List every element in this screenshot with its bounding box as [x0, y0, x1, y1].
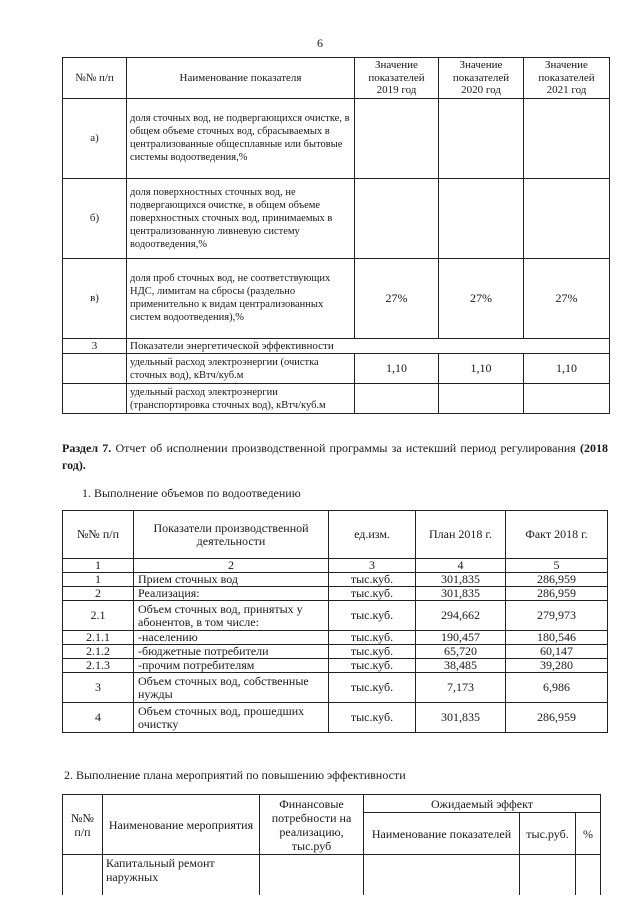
row-num: а) — [63, 98, 127, 178]
row-plan: 65,720 — [416, 645, 506, 659]
row-num: 2.1.3 — [63, 659, 134, 673]
table-row — [63, 98, 610, 178]
header-indicators: Наименование показателей — [364, 813, 520, 855]
row-num — [63, 855, 103, 895]
header-num: №№ п/п — [63, 58, 127, 99]
row-plan: 301,835 — [416, 573, 506, 587]
section-row — [63, 338, 610, 354]
row-plan: 7,173 — [416, 673, 506, 703]
header-2020: Значение показателей 2020 год — [439, 58, 524, 99]
value-2021 — [524, 98, 610, 178]
row-plan: 294,662 — [416, 601, 506, 631]
index-cell: 4 — [416, 559, 506, 573]
value-2019: 27% — [355, 258, 439, 338]
row-name: Объем сточных вод, собственные нужды — [134, 673, 329, 703]
value-2019 — [355, 384, 439, 414]
header-name: Показатели производственной деятельности — [134, 511, 329, 559]
measures-table — [62, 794, 601, 895]
row-unit: тыс.куб. — [329, 645, 416, 659]
page-number: 6 — [317, 36, 323, 50]
row-num: 2.1.1 — [63, 631, 134, 645]
row-finance — [260, 855, 364, 895]
index-row — [63, 559, 608, 573]
row-plan: 301,835 — [416, 703, 506, 733]
volumes-table — [62, 510, 608, 733]
row-num: 2.1.2 — [63, 645, 134, 659]
row-num: б) — [63, 178, 127, 258]
indicators-table — [62, 57, 610, 414]
row-num: 1 — [63, 573, 134, 587]
header-2019: Значение показателей 2019 год — [355, 58, 439, 99]
header-name: Наименование мероприятия — [103, 795, 260, 855]
value-2021 — [524, 384, 610, 414]
section-year: (2018 год). — [62, 441, 609, 472]
header-rub: тыс.руб. — [520, 813, 576, 855]
header-effect: Ожидаемый эффект — [364, 795, 601, 813]
table-header-row — [63, 511, 608, 559]
table-row — [63, 659, 608, 673]
value-2020 — [439, 98, 524, 178]
row-fact: 180,546 — [506, 631, 608, 645]
value-2021 — [524, 178, 610, 258]
row-unit: тыс.куб. — [329, 587, 416, 601]
row-num: в) — [63, 258, 127, 338]
row-name: Реализация: — [134, 587, 329, 601]
header-num: №№ п/п — [63, 795, 103, 855]
value-2020 — [439, 178, 524, 258]
index-cell: 5 — [506, 559, 608, 573]
value-2021: 27% — [524, 258, 610, 338]
subsection-2-title: 2. Выполнение плана мероприятий по повышению эффективности — [64, 768, 406, 782]
row-name: доля сточных вод, не подвергающихся очистке, в общем объеме сточных вод, сбрасываемых в централизованные общесплавные или бытовые системы водоотведения,% — [127, 98, 355, 178]
index-cell: 3 — [329, 559, 416, 573]
row-fact: 60,147 — [506, 645, 608, 659]
table-header-row — [63, 795, 601, 813]
table-row — [63, 673, 608, 703]
row-fact: 279,973 — [506, 601, 608, 631]
table-row — [63, 601, 608, 631]
header-name: Наименование показателя — [127, 58, 355, 99]
row-pct — [576, 855, 601, 895]
table-row — [63, 178, 610, 258]
table-row — [63, 587, 608, 601]
table-row — [63, 631, 608, 645]
row-name: доля поверхностных сточных вод, не подвергающихся очистке, в общем объеме поверхностных сточных вод, принимаемых в централизованную ливневую систему водоотведения,% — [127, 178, 355, 258]
section-label: Раздел 7. — [62, 441, 112, 455]
row-indicators — [364, 855, 520, 895]
table-row — [63, 384, 610, 414]
section-name: Показатели энергетической эффективности — [127, 338, 610, 354]
row-name: Капитальный ремонт наружных — [103, 855, 260, 895]
row-name: -населению — [134, 631, 329, 645]
row-fact: 286,959 — [506, 587, 608, 601]
row-plan: 301,835 — [416, 587, 506, 601]
subsection-1-title: 1. Выполнение объемов по водоотведению — [82, 486, 301, 500]
index-cell: 2 — [134, 559, 329, 573]
row-num — [63, 384, 127, 414]
header-fact: Факт 2018 г. — [506, 511, 608, 559]
header-plan: План 2018 г. — [416, 511, 506, 559]
row-name: Объем сточных вод, принятых у абонентов, в том числе: — [134, 601, 329, 631]
section-text: Отчет об исполнении производственной программы за истекший период регулирования — [115, 441, 576, 455]
table-row — [63, 855, 601, 895]
row-num: 3 — [63, 673, 134, 703]
row-unit: тыс.куб. — [329, 703, 416, 733]
row-num: 2.1 — [63, 601, 134, 631]
header-pct: % — [576, 813, 601, 855]
row-name: Прием сточных вод — [134, 573, 329, 587]
section-7-heading — [62, 440, 608, 474]
row-fact: 286,959 — [506, 573, 608, 587]
row-unit: тыс.куб. — [329, 631, 416, 645]
row-name: -прочим потребителям — [134, 659, 329, 673]
row-name: Объем сточных вод, прошедших очистку — [134, 703, 329, 733]
row-name: удельный расход электроэнергии (транспортировка сточных вод), кВтч/куб.м — [127, 384, 355, 414]
table-row — [63, 573, 608, 587]
value-2019: 1,10 — [355, 354, 439, 384]
row-num — [63, 354, 127, 384]
value-2019 — [355, 178, 439, 258]
row-num: 4 — [63, 703, 134, 733]
row-name: удельный расход электроэнергии (очистка сточных вод), кВтч/куб.м — [127, 354, 355, 384]
row-plan: 190,457 — [416, 631, 506, 645]
table-row — [63, 645, 608, 659]
value-2020: 27% — [439, 258, 524, 338]
row-num: 2 — [63, 587, 134, 601]
row-unit: тыс.куб. — [329, 673, 416, 703]
header-num: №№ п/п — [63, 511, 134, 559]
row-fact: 6,986 — [506, 673, 608, 703]
header-finance: Финансовые потребности на реализацию, тыс.руб — [260, 795, 364, 855]
section-num: 3 — [63, 338, 127, 354]
row-plan: 38,485 — [416, 659, 506, 673]
table-row — [63, 354, 610, 384]
table-header-row — [63, 58, 610, 99]
row-fact: 286,959 — [506, 703, 608, 733]
row-name: -бюджетные потребители — [134, 645, 329, 659]
table-row — [63, 703, 608, 733]
row-rub — [520, 855, 576, 895]
row-unit: тыс.куб. — [329, 659, 416, 673]
value-2020 — [439, 384, 524, 414]
row-fact: 39,280 — [506, 659, 608, 673]
index-cell: 1 — [63, 559, 134, 573]
value-2019 — [355, 98, 439, 178]
row-unit: тыс.куб. — [329, 601, 416, 631]
value-2021: 1,10 — [524, 354, 610, 384]
row-unit: тыс.куб. — [329, 573, 416, 587]
table-row — [63, 258, 610, 338]
row-name: доля проб сточных вод, не соответствующих НДС, лимитам на сбросы (раздельно применительно к видам централизованных систем водоотведения),% — [127, 258, 355, 338]
header-unit: ед.изм. — [329, 511, 416, 559]
header-2021: Значение показателей 2021 год — [524, 58, 610, 99]
value-2020: 1,10 — [439, 354, 524, 384]
